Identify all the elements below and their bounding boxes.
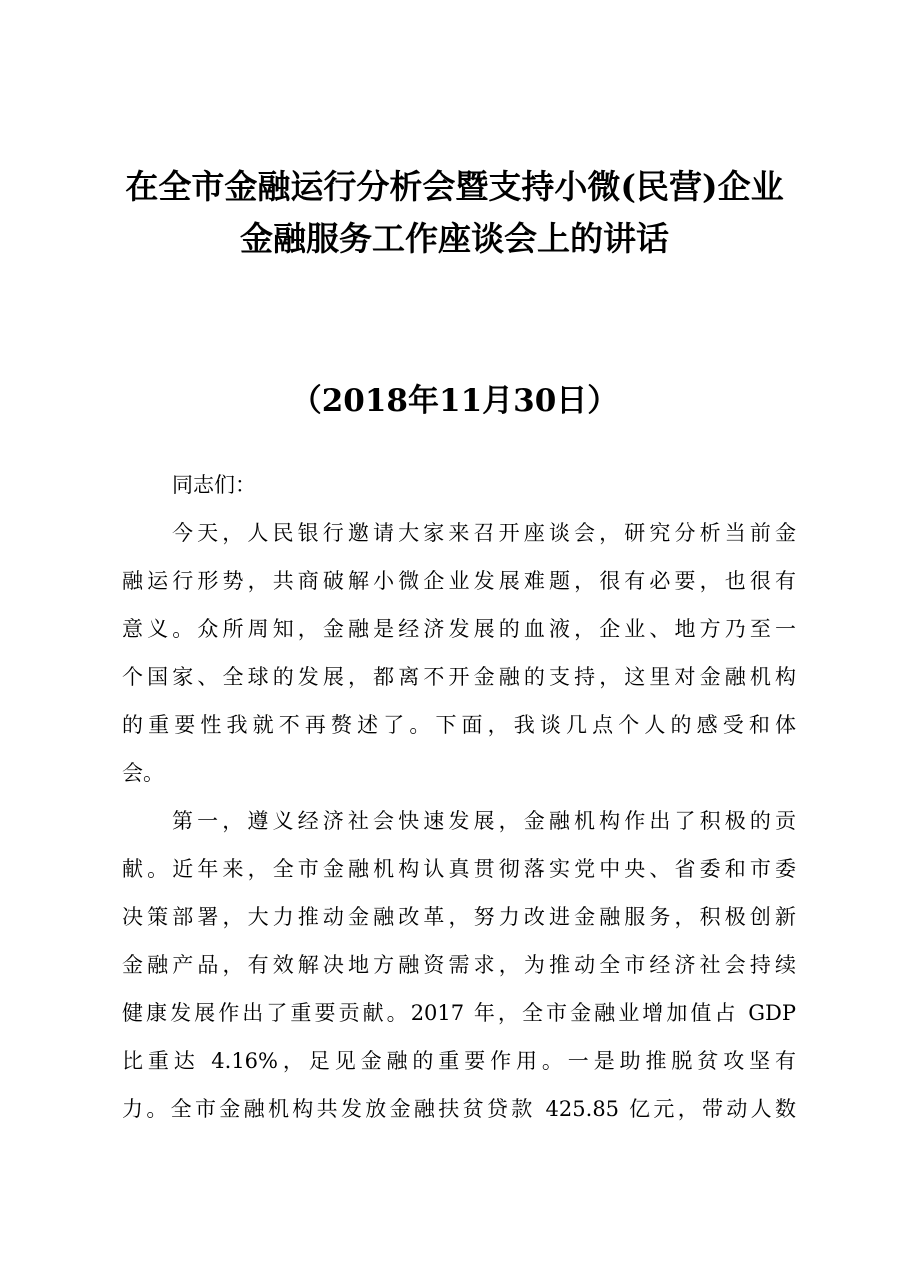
paragraph-line: 决策部署，大力推动金融改革，努力改进金融服务，积极创新 — [122, 905, 796, 929]
paragraph-line: 会。 — [122, 761, 164, 785]
paragraph-line: 融运行形势，共商破解小微企业发展难题，很有必要，也很有 — [122, 569, 796, 593]
paragraph-line: 力。全市金融机构共发放金融扶贫贷款 425.85 亿元，带动人数 — [122, 1097, 796, 1121]
paragraph-line: 比重达 4.16%，足见金融的重要作用。一是助推脱贫攻坚有 — [122, 1049, 796, 1073]
paragraph-line: 意义。众所周知，金融是经济发展的血液，企业、地方乃至一 — [122, 617, 796, 641]
paragraph-line: 的重要性我就不再赘述了。下面，我谈几点个人的感受和体 — [122, 713, 796, 737]
paragraph-line: 今天，人民银行邀请大家来召开座谈会，研究分析当前金 — [172, 521, 796, 545]
document-title-line-1: 在全市金融运行分析会暨支持小微(民营)企业 — [125, 167, 784, 206]
salutation: 同志们： — [172, 473, 256, 497]
paragraph-line: 金融产品，有效解决地方融资需求，为推动全市经济社会持续 — [122, 953, 796, 977]
document-title-line-2: 金融服务工作座谈会上的讲话 — [240, 219, 669, 258]
paragraph-line: 健康发展作出了重要贡献。2017 年，全市金融业增加值占 GDP — [122, 1001, 796, 1025]
document-date: （2018年11月30日） — [290, 383, 619, 419]
paragraph-line: 第一，遵义经济社会快速发展，金融机构作出了积极的贡 — [172, 809, 796, 833]
paragraph-line: 个国家、全球的发展，都离不开金融的支持，这里对金融机构 — [122, 665, 796, 689]
paragraph-line: 献。近年来，全市金融机构认真贯彻落实党中央、省委和市委 — [122, 857, 796, 881]
